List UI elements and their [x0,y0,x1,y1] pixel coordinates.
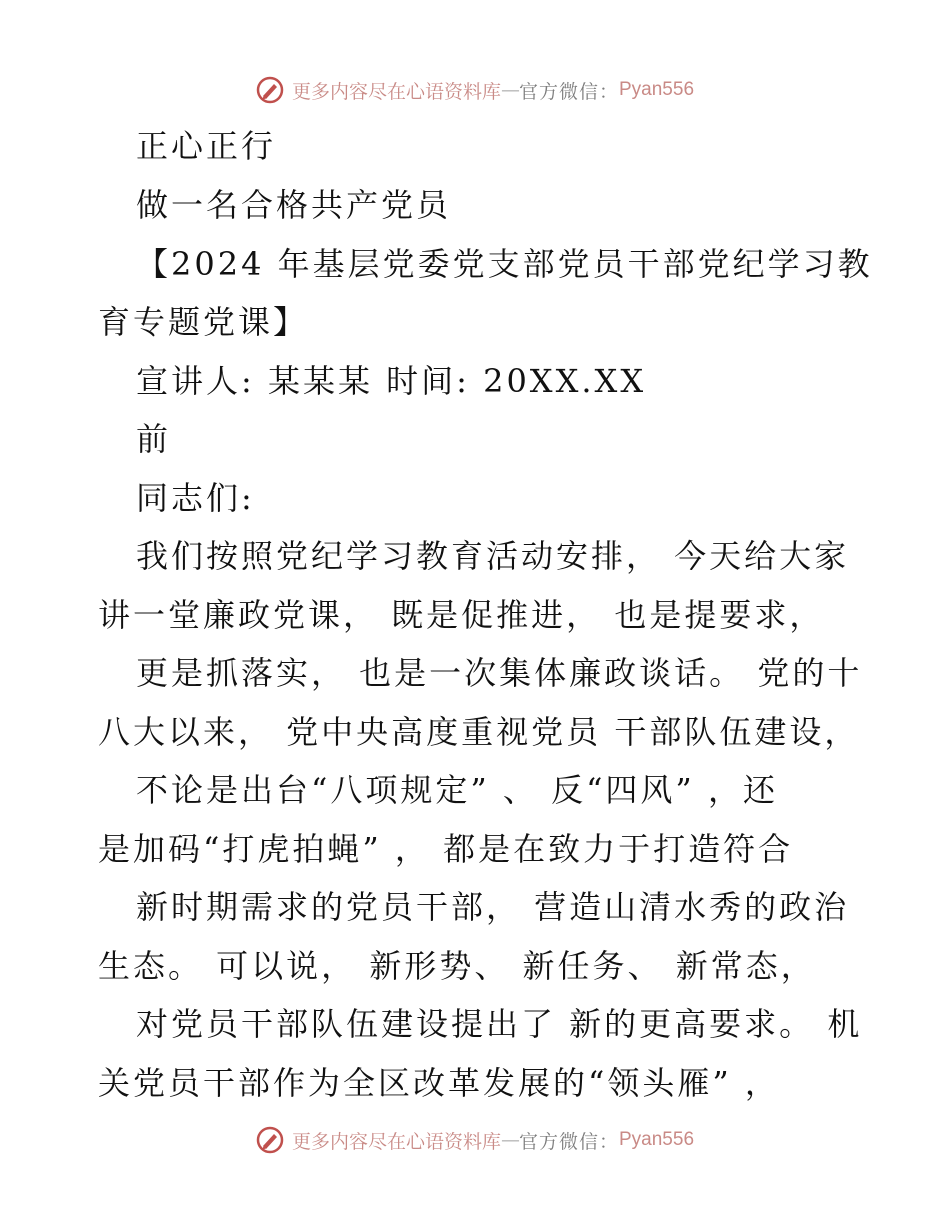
doc-title: 正心正行 [136,127,277,165]
watermark-separator: — [500,1129,519,1151]
watermark-brand-text: 更多内容尽在心语资料库 [291,1130,501,1153]
doc-paragraph-line: 关党员干部作为全区改革发展的“领头雁” ， [98,1064,780,1102]
doc-paragraph-line: 对党员干部队伍建设提出了 新的更高要求。 机 [136,1005,863,1043]
doc-paragraph-line: 是加码“打虎拍蝇” ， 都是在致力于打造符合 [98,830,794,868]
doc-paragraph-line: 八大以来， 党中央高度重视党员 干部队伍建设， [98,713,860,751]
doc-paragraph-line: 讲一堂廉政党课， 既是促推进， 也是提要求， [98,596,825,634]
watermark-account: Pyan556 [619,1129,695,1150]
doc-subtitle: 做一名合格共产党员 [136,186,452,224]
watermark-brand-text: 更多内容尽在心语资料库 [291,80,501,103]
pen-seal-icon [256,1126,284,1154]
doc-paragraph-line: 新时期需求的党员干部， 营造山清水秀的政治 [136,888,850,926]
watermark-account: Pyan556 [619,79,695,100]
doc-paragraph-line: 更是抓落实， 也是一次集体廉政谈话。 党的十 [136,654,863,692]
footer-watermark [0,1120,950,1160]
watermark-separator: — [500,79,519,101]
doc-section-heading: 前 [136,420,172,458]
doc-paragraph-line: 不论是出台“八项规定” 、 反“四风” ，还 [136,771,778,809]
doc-paragraph-line: 我们按照党纪学习教育活动安排， 今天给大家 [136,537,850,575]
watermark-label: 官方微信： [518,80,619,103]
doc-salutation: 同志们: [136,479,255,517]
watermark-label: 官方微信： [518,1130,619,1153]
doc-paragraph-line: 生态。 可以说， 新形势、 新任务、 新常态， [98,947,816,985]
doc-topic-line: 【2024 年基层党委党支部党员干部党纪学习教 [136,245,873,283]
doc-topic-line: 育专题党课】 [98,303,309,341]
doc-speaker-line: 宣讲人: 某某某 时间: 20XX.XX [136,362,647,400]
